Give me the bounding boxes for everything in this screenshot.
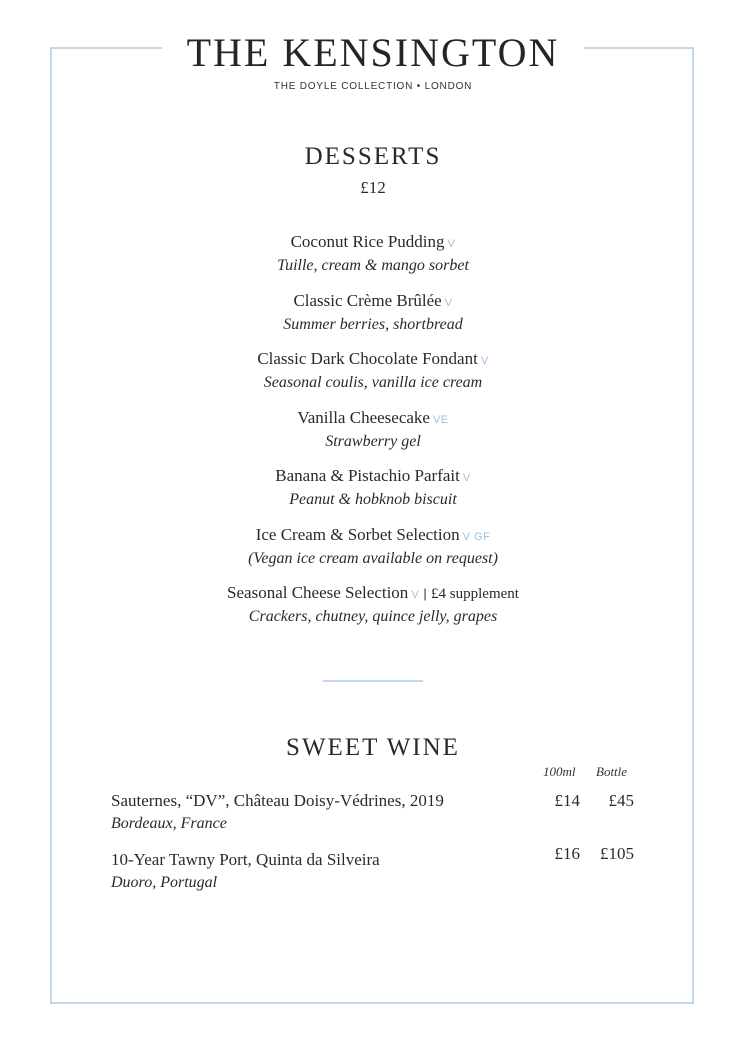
dessert-description: (Vegan ice cream available on request) [248,549,498,567]
brand-header [162,28,584,98]
separator-bar: | [423,586,427,601]
dessert-name: Classic Dark Chocolate Fondant [257,349,478,368]
dessert-name: Vanilla Cheesecake [297,407,430,427]
dietary-tag: V GF [462,530,491,543]
dessert-name: Ice Cream & Sorbet Selection [255,524,460,544]
dietary-tag: V [444,296,453,309]
dietary-tag: VE [432,413,449,426]
dessert-name: Banana & Pistachio Parfait [275,466,460,485]
wine-region: Duoro, Portugal [111,874,218,891]
dietary-tag: V [480,355,489,367]
dessert-item [0,407,746,466]
wine-glass-price: £14 [554,791,580,810]
dessert-item [0,290,746,349]
supplement-note: £4 supplement [431,586,519,602]
column-header-bottle: Bottle [596,764,628,779]
dessert-item [0,231,746,290]
sweet-wine-heading: SWEET WINE [286,734,460,761]
dessert-description: Summer berries, shortbread [283,315,463,333]
dessert-list [0,231,746,641]
dietary-tag: V [447,238,456,250]
dessert-name: Classic Crème Brûlée [293,290,442,310]
dessert-description: Strawberry gel [325,432,421,450]
wine-bottle-price: £105 [600,844,634,863]
brand-subtitle: THE DOYLE COLLECTION • LONDON [273,81,473,92]
section-divider [323,680,423,682]
wine-name: 10-Year Tawny Port, Quinta da Silveira [111,850,380,869]
dessert-item [0,348,746,407]
wine-region: Bordeaux, France [111,815,227,832]
dessert-description: Peanut & hobknob biscuit [289,491,457,508]
dessert-description: Tuille, cream & mango sorbet [277,257,469,274]
column-header-glass: 100ml [543,764,576,779]
dessert-description: Crackers, chutney, quince jelly, grapes [248,608,498,625]
dessert-item [0,465,746,524]
brand-title: THE KENSINGTON [186,30,560,75]
wine-glass-price: £16 [554,844,580,863]
dessert-item [0,582,746,641]
desserts-heading: DESSERTS [304,143,442,170]
dietary-tag: V [462,472,471,484]
dessert-name: Seasonal Cheese Selection [227,583,409,602]
dessert-description: Seasonal coulis, vanilla ice cream [263,374,483,391]
dessert-item [0,524,746,583]
wine-name: Sauternes, “DV”, Château Doisy-Védrines, 2019 [111,791,444,810]
dessert-name: Coconut Rice Pudding [290,232,445,251]
wine-bottle-price: £45 [608,791,634,810]
dietary-tag: V [411,589,420,601]
desserts-price: £12 [360,178,386,197]
